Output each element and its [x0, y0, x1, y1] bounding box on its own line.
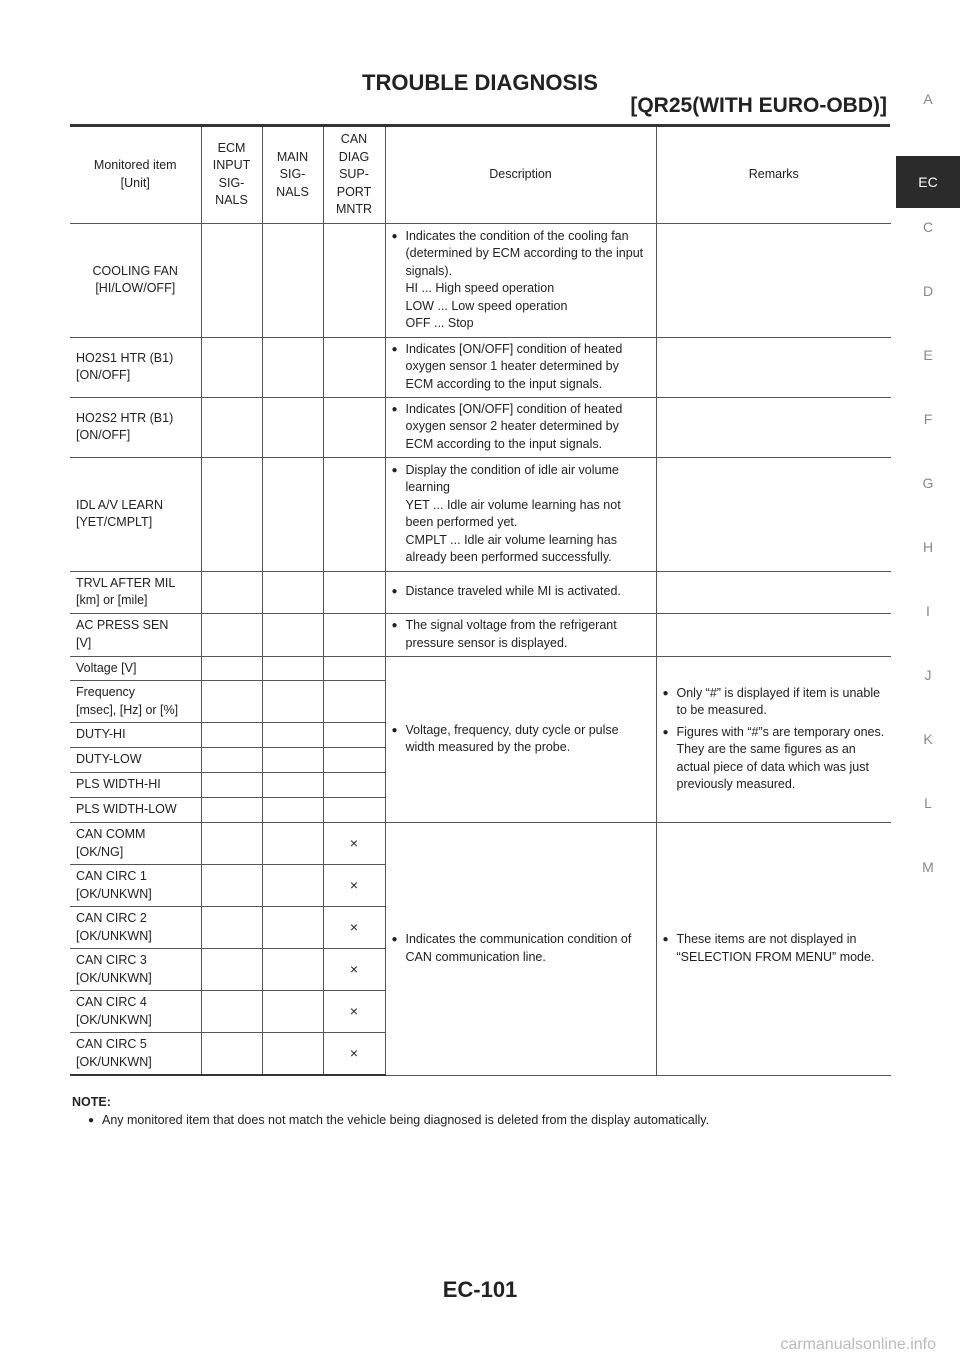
bullet-icon: ●	[662, 726, 669, 738]
monitor-table	[70, 127, 891, 1076]
header-description: Description	[385, 127, 656, 223]
item-duty-low: DUTY-LOW	[70, 748, 201, 773]
item-can-comm: CAN COMM [OK/NG]	[70, 823, 201, 865]
page-number: EC-101	[442, 1277, 518, 1302]
item-ac-press-sen: AC PRESS SEN [V]	[70, 613, 201, 656]
item-voltage: Voltage [V]	[70, 656, 201, 681]
section-tab-e[interactable]: E	[923, 347, 933, 363]
item-pls-width-hi: PLS WIDTH-HI	[70, 773, 201, 798]
description-cell: ● Indicates [ON/OFF] condition of heated oxygen sensor 1 heater determined by ECM according to the input signals.	[385, 337, 656, 397]
bullet-icon: ●	[391, 464, 398, 476]
section-tab-l[interactable]: L	[924, 795, 932, 811]
can-support-mark: ×	[323, 823, 385, 865]
note-text: Any monitored item that does not match the vehicle being diagnosed is deleted from the display automatically.	[102, 1113, 710, 1127]
item-idl-av-learn: IDL A/V LEARN [YET/CMPLT]	[70, 457, 201, 571]
note	[72, 1094, 709, 1130]
item-ho2s1-htr: HO2S1 HTR (B1) [ON/OFF]	[70, 337, 201, 397]
section-tab-k[interactable]: K	[923, 731, 933, 747]
watermark: carmanualsonline.info	[780, 1336, 936, 1353]
bullet-icon: ●	[391, 343, 398, 355]
description-cell: ● Indicates the communication condition of CAN communication line.	[385, 823, 656, 1076]
table-row	[70, 223, 891, 337]
page-subtitle: [QR25(WITH EURO-OBD)]	[630, 94, 887, 117]
page-title: TROUBLE DIAGNOSIS	[362, 70, 598, 95]
bullet-icon: ●	[391, 403, 398, 415]
item-can-circ-3: CAN CIRC 3 [OK/UNKWN]	[70, 949, 201, 991]
table-header-row	[70, 127, 891, 223]
description-cell: ● Display the condition of idle air volume learning YET ... Idle air volume learning has not been performed yet. CMPLT ... Idle air volume learning has already been performed successfully.	[385, 457, 656, 571]
item-can-circ-1: CAN CIRC 1 [OK/UNKWN]	[70, 865, 201, 907]
can-support-mark: ×	[323, 1033, 385, 1076]
table-row	[70, 656, 891, 681]
remarks-cell: ● These items are not displayed in “SELECTION FROM MENU” mode.	[656, 823, 891, 1076]
description-cell: ● The signal voltage from the refrigerant pressure sensor is displayed.	[385, 613, 656, 656]
can-support-mark: ×	[323, 949, 385, 991]
section-tab-c[interactable]: C	[922, 219, 934, 235]
description-cell: ● Indicates the condition of the cooling fan (determined by ECM according to the input signals). HI ... High speed operation LOW ... Low speed operation OFF ... Stop	[385, 223, 656, 337]
remarks-cell: ● Only “#” is displayed if item is unable to be measured. ● Figures with “#”s are temporary ones. They are the same figures as an actual piece of data which was just previously measured.	[656, 656, 891, 823]
bullet-icon: ●	[88, 1115, 95, 1126]
header-ecm-input-signals: ECM INPUT SIG- NALS	[201, 127, 262, 223]
bullet-icon: ●	[391, 724, 398, 736]
section-tab-d[interactable]: D	[922, 283, 934, 299]
description-cell: ● Voltage, frequency, duty cycle or pulse width measured by the probe.	[385, 656, 656, 823]
item-can-circ-5: CAN CIRC 5 [OK/UNKWN]	[70, 1033, 201, 1076]
header-main-signals: MAIN SIG- NALS	[262, 127, 323, 223]
section-tabs	[896, 86, 960, 918]
header-can-diag-support: CAN DIAG SUP- PORT MNTR	[323, 127, 385, 223]
table-row	[70, 613, 891, 656]
section-tab-i[interactable]: I	[926, 603, 930, 619]
description-cell: ● Distance traveled while MI is activated.	[385, 571, 656, 613]
section-tab-m[interactable]: M	[922, 859, 934, 875]
bullet-icon: ●	[662, 687, 669, 699]
section-tab-ec[interactable]: EC	[896, 156, 960, 208]
section-tab-h[interactable]: H	[922, 539, 934, 555]
bullet-icon: ●	[391, 934, 398, 946]
section-tab-a[interactable]: A	[923, 91, 933, 107]
bullet-icon: ●	[391, 586, 398, 598]
item-trvl-after-mil: TRVL AFTER MIL [km] or [mile]	[70, 571, 201, 613]
item-ho2s2-htr: HO2S2 HTR (B1) [ON/OFF]	[70, 397, 201, 457]
can-support-mark: ×	[323, 991, 385, 1033]
section-tab-g[interactable]: G	[922, 475, 934, 491]
table-row	[70, 571, 891, 613]
table-row	[70, 337, 891, 397]
item-frequency: Frequency [msec], [Hz] or [%]	[70, 681, 201, 723]
header-monitored-item: Monitored item [Unit]	[70, 127, 201, 223]
item-can-circ-2: CAN CIRC 2 [OK/UNKWN]	[70, 907, 201, 949]
header-remarks: Remarks	[656, 127, 891, 223]
item-pls-width-low: PLS WIDTH-LOW	[70, 798, 201, 823]
section-tab-j[interactable]: J	[924, 667, 932, 683]
item-cooling-fan: COOLING FAN [HI/LOW/OFF]	[70, 223, 201, 337]
item-duty-hi: DUTY-HI	[70, 723, 201, 748]
table-row	[70, 397, 891, 457]
table-row	[70, 823, 891, 865]
bullet-icon: ●	[391, 230, 398, 242]
bullet-icon: ●	[662, 934, 669, 946]
table-row	[70, 457, 891, 571]
can-support-mark: ×	[323, 907, 385, 949]
section-tab-f[interactable]: F	[923, 411, 933, 427]
description-cell: ● Indicates [ON/OFF] condition of heated oxygen sensor 2 heater determined by ECM according to the input signals.	[385, 397, 656, 457]
bullet-icon: ●	[391, 620, 398, 631]
item-can-circ-4: CAN CIRC 4 [OK/UNKWN]	[70, 991, 201, 1033]
can-support-mark: ×	[323, 865, 385, 907]
note-label: NOTE:	[72, 1095, 111, 1109]
